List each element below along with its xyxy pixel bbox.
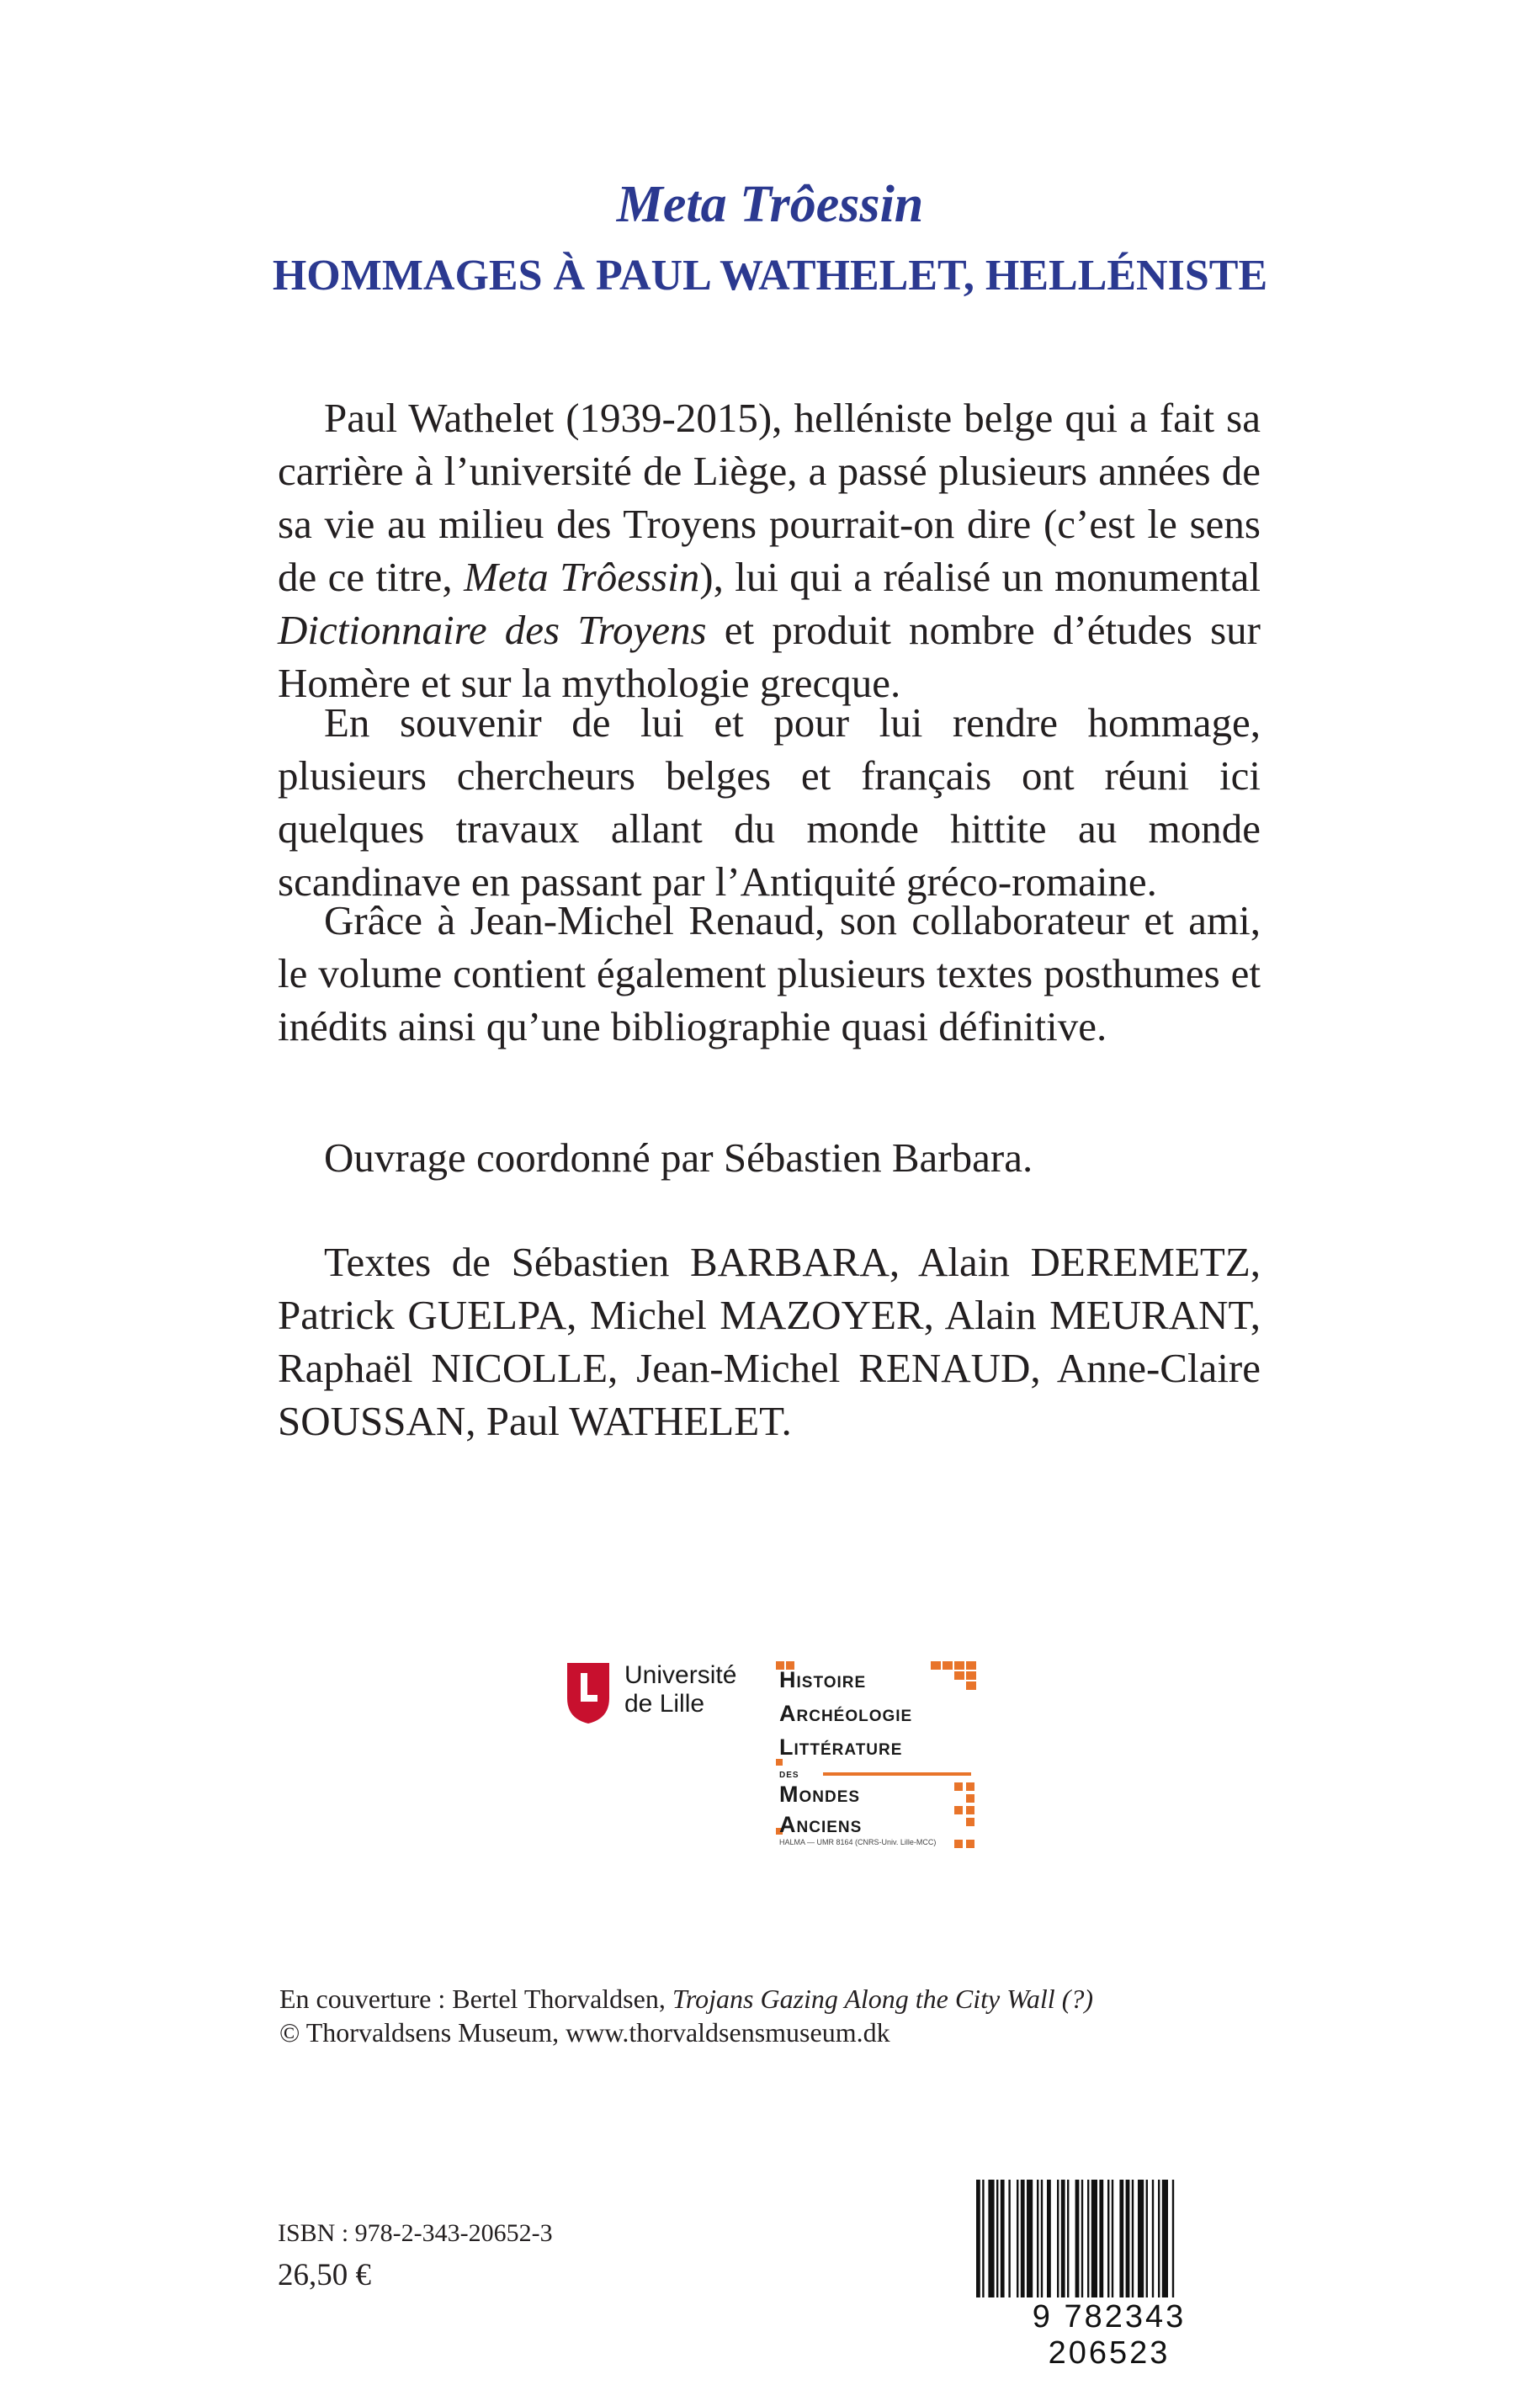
- summary-text: ), lui qui a réalisé un monumental: [699, 554, 1261, 600]
- summary-paragraph-1: [278, 391, 1261, 709]
- barcode-digits: 9 782343 206523: [1032, 2299, 1187, 2371]
- cover-credit-text: En couverture : Bertel Thorvaldsen,: [279, 1984, 672, 2014]
- halma-word-des: des: [779, 1766, 799, 1780]
- authors-list: Textes de Sébastien BARBARA, Alain DEREMETZ, Patrick GUELPA, Michel MAZOYER, Alain MEURANT, Raphaël NICOLLE, Jean-Michel RENAUD, Anne-Claire SOUSSAN, Paul WATHELET.: [278, 1239, 1261, 1444]
- work-reference: Dictionnaire des Troyens: [278, 607, 707, 653]
- halma-logo: [774, 1660, 978, 1853]
- price: 26,50 €: [278, 2258, 371, 2292]
- lille-logo-line-2: de Lille: [624, 1690, 705, 1718]
- summary-text: et produit nombre d’études sur Homère et sur la mythologie grecque.: [278, 607, 1261, 706]
- halma-word-anciens: Anciens: [779, 1812, 863, 1837]
- isbn: ISBN : 978-2-343-20652-3: [278, 2219, 553, 2247]
- universite-de-lille-logo: [564, 1660, 757, 1735]
- book-subtitle: HOMMAGES À PAUL WATHELET, HELLÉNISTE: [272, 252, 1268, 300]
- title-reference: Meta Trôessin: [464, 554, 700, 600]
- halma-word-mondes: Mondes: [779, 1782, 861, 1807]
- lille-shield-icon: [564, 1660, 613, 1725]
- book-title: Meta Trôessin: [616, 176, 924, 233]
- lille-logo-line-1: Université: [624, 1661, 737, 1689]
- barcode-bars-icon: [974, 2180, 1244, 2297]
- barcode: [966, 2180, 1252, 2371]
- copyright-line: © Thorvaldsens Museum, www.thorvaldsensmuseum.dk: [279, 2017, 890, 2048]
- cover-credit: [279, 1982, 1289, 2016]
- summary-paragraph-2: En souvenir de lui et pour lui rendre hommage, plusieurs chercheurs belges et français ont réuni ici quelques travaux allant du monde hittite au monde scandinave en passant par l’Antiquité gréco-romaine.: [278, 699, 1261, 905]
- halma-umr-line: HALMA — UMR 8164 (CNRS-Univ. Lille-MCC): [779, 1838, 937, 1846]
- halma-word-histoire: Histoire: [779, 1667, 867, 1692]
- artwork-title: Trojans Gazing Along the City Wall (?): [672, 1984, 1093, 2014]
- summary-paragraph-3: Grâce à Jean-Michel Renaud, son collaborateur et ami, le volume contient également plusieurs textes posthumes et inédits ainsi qu’une bibliographie quasi définitive.: [278, 897, 1261, 1049]
- summary-text: Paul Wathelet (1939-2015), helléniste belge qui a fait sa carrière à l’université de Liège, a passé plusieurs années de sa vie au milieu des Troyens pourrait-on dire (c’est le sens de ce titre,: [278, 395, 1261, 600]
- coordinator-line: Ouvrage coordonné par Sébastien Barbara.: [324, 1134, 1033, 1181]
- halma-word-archeologie: Archéologie: [779, 1701, 913, 1726]
- halma-word-litterature: Littérature: [779, 1734, 903, 1760]
